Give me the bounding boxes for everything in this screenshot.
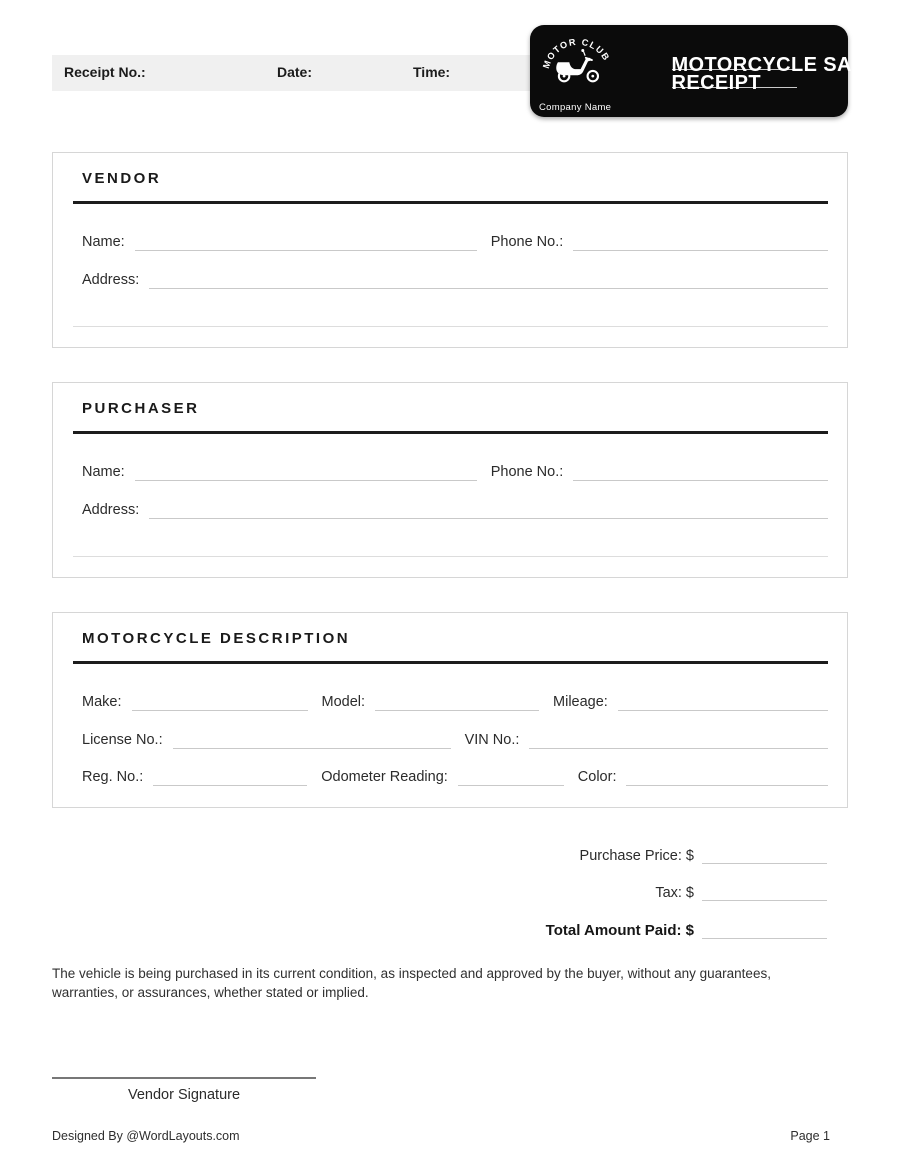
motorcycle-row-3 bbox=[82, 764, 828, 786]
license-no-label: License No.: bbox=[82, 732, 163, 748]
reg-no-label: Reg. No.: bbox=[82, 769, 144, 785]
vin-no-field[interactable] bbox=[529, 729, 828, 749]
footer-credit: Designed By @WordLayouts.com bbox=[52, 1129, 240, 1143]
tax-row bbox=[397, 879, 827, 901]
vendor-signature-label: Vendor Signature bbox=[127, 1087, 241, 1103]
model-label: Model: bbox=[321, 694, 366, 710]
purchaser-address-field[interactable] bbox=[149, 499, 828, 519]
reg-no-field[interactable] bbox=[153, 766, 307, 786]
purchaser-phone-field[interactable] bbox=[573, 461, 828, 481]
tax-label: Tax: $ bbox=[655, 885, 694, 901]
title-line-2: RECEIPT bbox=[672, 70, 797, 88]
vendor-signature-line[interactable] bbox=[52, 1077, 316, 1079]
purchase-price-field[interactable] bbox=[702, 846, 827, 864]
vendor-name-field[interactable] bbox=[135, 231, 477, 251]
purchaser-heading-rule bbox=[73, 431, 828, 434]
svg-text:MOTOR CLUB bbox=[541, 37, 612, 70]
motorcycle-row-1 bbox=[82, 689, 828, 711]
motorcycle-row-2 bbox=[82, 727, 828, 749]
company-name: Company Name bbox=[539, 102, 612, 113]
receipt-no-label: Receipt No.: bbox=[64, 64, 146, 80]
model-field[interactable] bbox=[375, 691, 539, 711]
vendor-address-label: Address: bbox=[82, 272, 140, 288]
vendor-address-field[interactable] bbox=[149, 269, 828, 289]
date-label: Date: bbox=[277, 64, 313, 80]
total-amount-row bbox=[397, 917, 827, 939]
totals-block bbox=[397, 842, 827, 939]
vin-no-label: VIN No.: bbox=[464, 732, 520, 748]
odometer-field[interactable] bbox=[458, 766, 564, 786]
purchaser-heading: PURCHASER bbox=[82, 400, 200, 417]
company-logo bbox=[530, 25, 620, 117]
page-number: Page 1 bbox=[790, 1129, 830, 1143]
motorcycle-description-section bbox=[52, 612, 848, 808]
motor-club-logo-icon bbox=[538, 28, 618, 86]
make-label: Make: bbox=[82, 694, 122, 710]
scooter-icon bbox=[556, 49, 598, 81]
odometer-label: Odometer Reading: bbox=[321, 769, 448, 785]
mileage-field[interactable] bbox=[618, 691, 828, 711]
motorcycle-heading-rule bbox=[73, 661, 828, 664]
color-field[interactable] bbox=[626, 766, 828, 786]
time-label: Time: bbox=[413, 64, 451, 80]
title-badge bbox=[530, 25, 879, 117]
vendor-heading-rule bbox=[73, 201, 828, 204]
vendor-section bbox=[52, 152, 848, 348]
make-field[interactable] bbox=[132, 691, 308, 711]
vendor-address-field-line2[interactable] bbox=[73, 326, 828, 327]
vendor-heading: VENDOR bbox=[82, 170, 162, 187]
title-line-1: MOTORCYCLE SALE bbox=[671, 54, 879, 76]
license-no-field[interactable] bbox=[173, 729, 451, 749]
purchase-price-row bbox=[397, 842, 827, 864]
vendor-address-row bbox=[82, 267, 828, 289]
vendor-phone-field[interactable] bbox=[573, 231, 828, 251]
tax-field[interactable] bbox=[702, 883, 827, 901]
vendor-phone-label: Phone No.: bbox=[490, 234, 564, 250]
purchaser-address-label: Address: bbox=[82, 502, 140, 518]
purchaser-section bbox=[52, 382, 848, 578]
total-amount-field[interactable] bbox=[702, 921, 827, 939]
logo-arc-text: MOTOR CLUB bbox=[540, 36, 612, 70]
disclaimer-text: The vehicle is being purchased in its current condition, as inspected and approved by the buyer, without any guarantees, warranties, or assurances, whether stated or implied. bbox=[52, 966, 771, 1000]
purchaser-name-label: Name: bbox=[82, 464, 125, 480]
purchaser-phone-label: Phone No.: bbox=[490, 464, 564, 480]
purchaser-address-row bbox=[82, 497, 828, 519]
purchaser-address-field-line2[interactable] bbox=[73, 556, 828, 557]
color-label: Color: bbox=[577, 769, 617, 785]
motorcycle-heading: MOTORCYCLE DESCRIPTION bbox=[82, 630, 351, 647]
purchaser-name-field[interactable] bbox=[135, 461, 477, 481]
mileage-label: Mileage: bbox=[553, 694, 608, 710]
purchaser-name-row bbox=[82, 459, 828, 481]
vendor-name-label: Name: bbox=[82, 234, 125, 250]
total-amount-label: Total Amount Paid: $ bbox=[545, 922, 694, 939]
vendor-name-row bbox=[82, 229, 828, 251]
document-title bbox=[620, 25, 879, 117]
purchase-price-label: Purchase Price: $ bbox=[579, 848, 694, 864]
